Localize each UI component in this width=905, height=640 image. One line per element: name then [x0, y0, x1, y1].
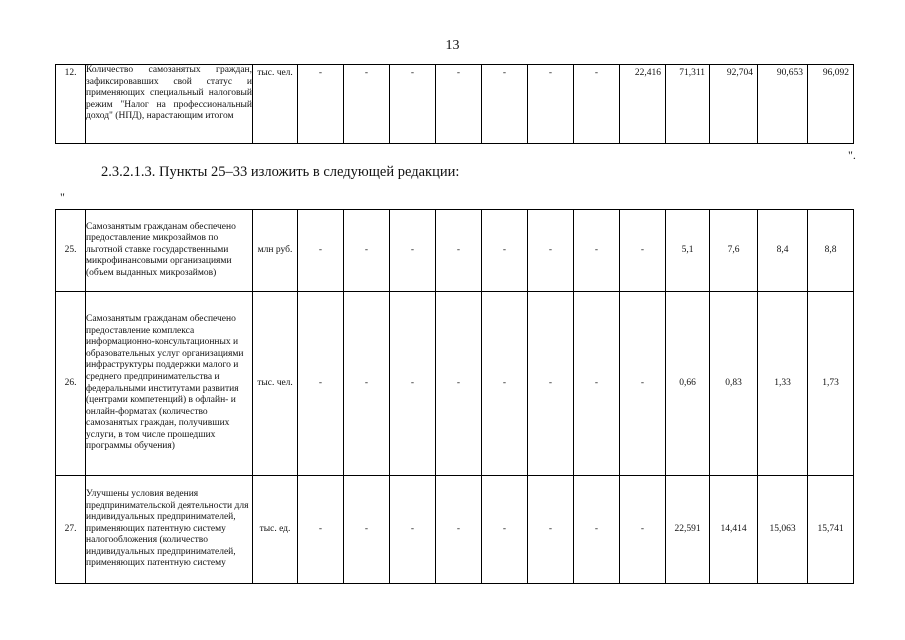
value-cell: - [298, 65, 344, 144]
value-cell: - [390, 210, 436, 292]
value-cell: 1,73 [808, 292, 854, 476]
unit-cell: млн руб. [253, 210, 298, 292]
value-cell: - [574, 476, 620, 584]
table-row-27 [56, 476, 854, 584]
value-cell: - [298, 292, 344, 476]
indicator-description: Улучшены условия ведения предпринимательской деятельности для индивидуальных предпринимателей, применяющих патентную систему налогообложения (количество индивидуальных предпринимателей, применяющих патентную систему [86, 476, 253, 584]
instruction-text: 2.3.2.1.3. Пункты 25–33 изложить в следующей редакции: [101, 164, 460, 180]
row-number: 25. [56, 210, 86, 292]
value-cell: 92,704 [710, 65, 758, 144]
indicator-description: Самозанятым гражданам обеспечено предоставление комплекса информационно-консультационных и образовательных услуг организациями инфраструктуры поддержки малого и среднего предпринимательства и федеральными институтами развития (центрами компетенций) в офлайн- и онлайн-форматах (количество самозанятых граждан, получивших услуги, в том числе прошедших программы обучения) [86, 292, 253, 476]
value-cell: - [620, 292, 666, 476]
value-cell: - [574, 65, 620, 144]
value-cell: - [344, 292, 390, 476]
value-cell: - [574, 210, 620, 292]
value-cell: - [528, 210, 574, 292]
value-cell: 7,6 [710, 210, 758, 292]
unit-cell: тыс. чел. [253, 292, 298, 476]
value-cell: - [390, 476, 436, 584]
value-cell: - [482, 476, 528, 584]
row-number: 12. [56, 65, 86, 144]
indicator-table-top [55, 64, 854, 144]
value-cell: 8,8 [808, 210, 854, 292]
table-row-25 [56, 210, 854, 292]
value-cell: - [344, 210, 390, 292]
value-cell: 22,416 [620, 65, 666, 144]
value-cell: 15,063 [758, 476, 808, 584]
table-row-12 [56, 65, 854, 144]
value-cell: - [298, 476, 344, 584]
value-cell: 0,83 [710, 292, 758, 476]
opening-quote: " [60, 190, 65, 204]
value-cell: - [436, 292, 482, 476]
value-cell: - [574, 292, 620, 476]
row-number: 27. [56, 476, 86, 584]
value-cell: - [620, 210, 666, 292]
value-cell: - [528, 292, 574, 476]
value-cell: - [528, 65, 574, 144]
indicator-description: Самозанятым гражданам обеспечено предоставление микрозаймов по льготной ставке государственными микрофинансовыми организациями (объем выданных микрозаймов) [86, 210, 253, 292]
value-cell: 0,66 [666, 292, 710, 476]
value-cell: 22,591 [666, 476, 710, 584]
value-cell: 1,33 [758, 292, 808, 476]
row-number: 26. [56, 292, 86, 476]
value-cell: 5,1 [666, 210, 710, 292]
value-cell: - [390, 292, 436, 476]
value-cell: - [482, 210, 528, 292]
table-row-26 [56, 292, 854, 476]
value-cell: 71,311 [666, 65, 710, 144]
value-cell: - [298, 210, 344, 292]
value-cell: - [620, 476, 666, 584]
page-number: 13 [445, 38, 460, 53]
indicator-description: Количество самозанятых граждан, зафиксировавших свой статус и применяющих специальный налоговый режим "Налог на профессиональный доход" (НПД), нарастающим итогом [86, 65, 253, 144]
value-cell: 96,092 [808, 65, 854, 144]
unit-cell: тыс. чел. [253, 65, 298, 144]
value-cell: 14,414 [710, 476, 758, 584]
value-cell: - [482, 65, 528, 144]
value-cell: 90,653 [758, 65, 808, 144]
value-cell: - [390, 65, 436, 144]
value-cell: - [344, 65, 390, 144]
value-cell: 8,4 [758, 210, 808, 292]
closing-quote: ". [848, 148, 856, 162]
indicator-table-main [55, 209, 854, 584]
value-cell: 15,741 [808, 476, 854, 584]
unit-cell: тыс. ед. [253, 476, 298, 584]
value-cell: - [528, 476, 574, 584]
value-cell: - [436, 476, 482, 584]
value-cell: - [344, 476, 390, 584]
value-cell: - [436, 65, 482, 144]
value-cell: - [482, 292, 528, 476]
value-cell: - [436, 210, 482, 292]
